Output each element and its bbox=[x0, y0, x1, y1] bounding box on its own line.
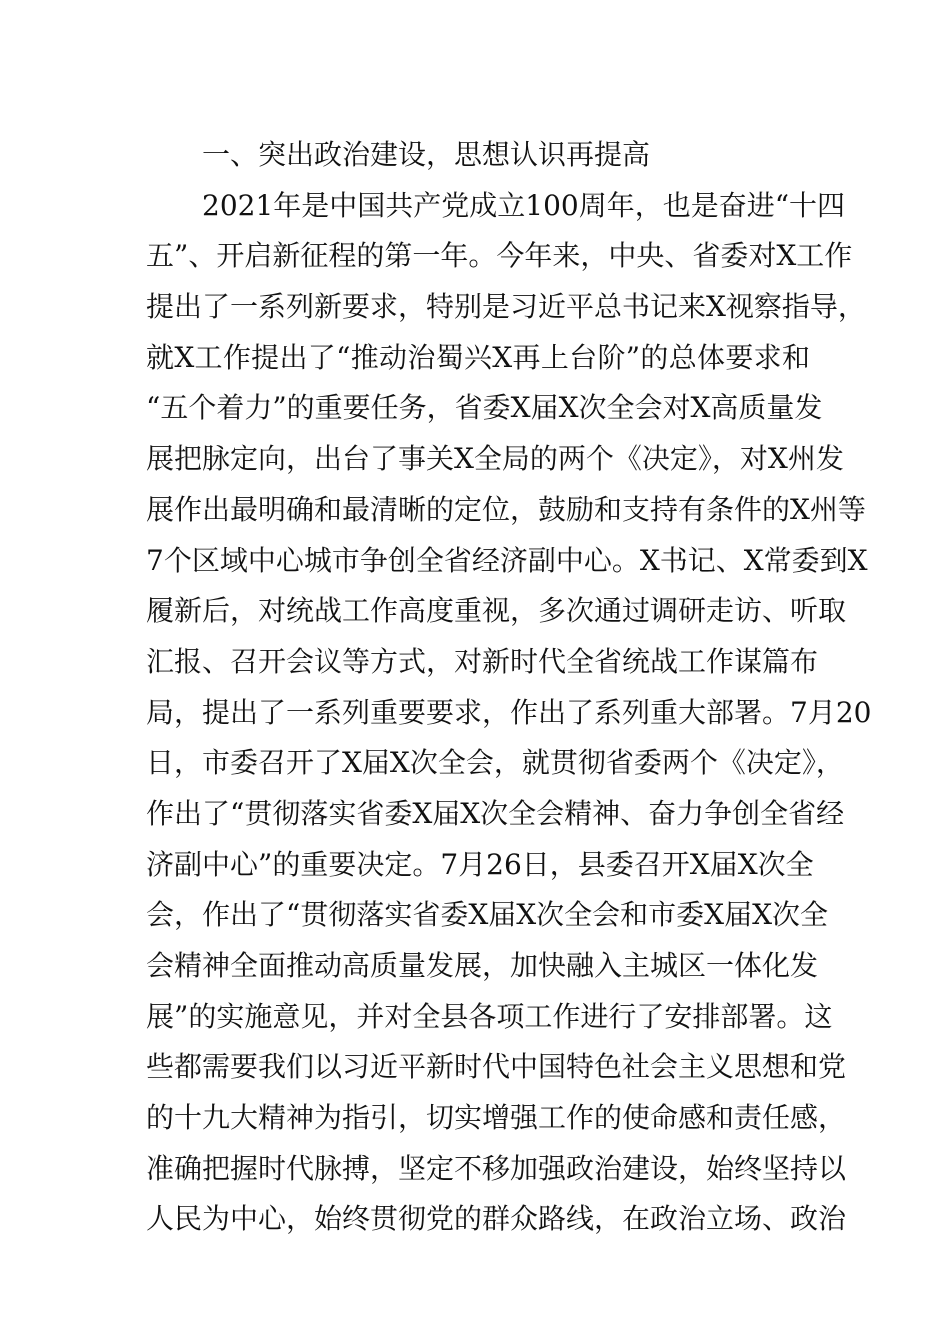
paragraph-line: 展”的实施意见，并对全县各项工作进行了安排部署。这 bbox=[146, 999, 833, 1033]
paragraph-line: 就X工作提出了“推动治蜀兴X再上台阶”的总体要求和 bbox=[146, 340, 810, 374]
paragraph-line: 汇报、召开会议等方式，对新时代全省统战工作谋篇布 bbox=[146, 644, 819, 678]
paragraph-line: 展把脉定向，出台了事关X全局的两个《决定》，对X州发 bbox=[146, 442, 844, 476]
paragraph-line: “五个着力”的重要任务，省委X届X次全会对X高质量发 bbox=[146, 391, 823, 425]
body-text bbox=[146, 130, 872, 1245]
paragraph-line: 局，提出了一系列重要要求，作出了系列重大部署。7月20 bbox=[146, 695, 872, 729]
paragraph-line: 五”、开启新征程的第一年。今年来，中央、省委对X工作 bbox=[146, 239, 853, 273]
paragraph-line: 人民为中心，始终贯彻党的群众路线，在政治立场、政治 bbox=[146, 1202, 847, 1236]
section-heading: 一、突出政治建设，思想认识再提高 bbox=[202, 138, 651, 171]
paragraph-line: 日，市委召开了X届X次全会，就贯彻省委两个《决定》， bbox=[146, 746, 844, 780]
paragraph-line: 作出了“贯彻落实省委X届X次全会精神、奋力争创全省经 bbox=[146, 796, 845, 830]
paragraph-line: 提出了一系列新要求，特别是习近平总书记来X视察指导， bbox=[146, 290, 866, 324]
paragraph-line: 会，作出了“贯彻落实省委X届X次全会和市委X届X次全 bbox=[146, 898, 829, 932]
paragraph-line: 的十九大精神为指引，切实增强工作的使命感和责任感， bbox=[146, 1101, 847, 1135]
paragraph-line: 履新后，对统战工作高度重视，多次通过调研走访、听取 bbox=[146, 594, 847, 628]
paragraph-line: 会精神全面推动高质量发展，加快融入主城区一体化发 bbox=[146, 949, 819, 982]
paragraph-line: 7个区域中心城市争创全省经济副中心。X书记、X常委到X bbox=[146, 543, 868, 577]
paragraph-line: 2021年是中国共产党成立100周年，也是奋进“十四 bbox=[202, 188, 846, 222]
paragraph-line: 准确把握时代脉搏，坚定不移加强政治建设，始终坚持以 bbox=[146, 1151, 847, 1185]
paragraph-line: 展作出最明确和最清晰的定位，鼓励和支持有条件的X州等 bbox=[146, 492, 866, 526]
paragraph-line: 济副中心”的重要决定。7月26日，县委召开X届X次全 bbox=[146, 847, 814, 881]
paragraph-line: 些都需要我们以习近平新时代中国特色社会主义思想和党 bbox=[146, 1050, 847, 1084]
